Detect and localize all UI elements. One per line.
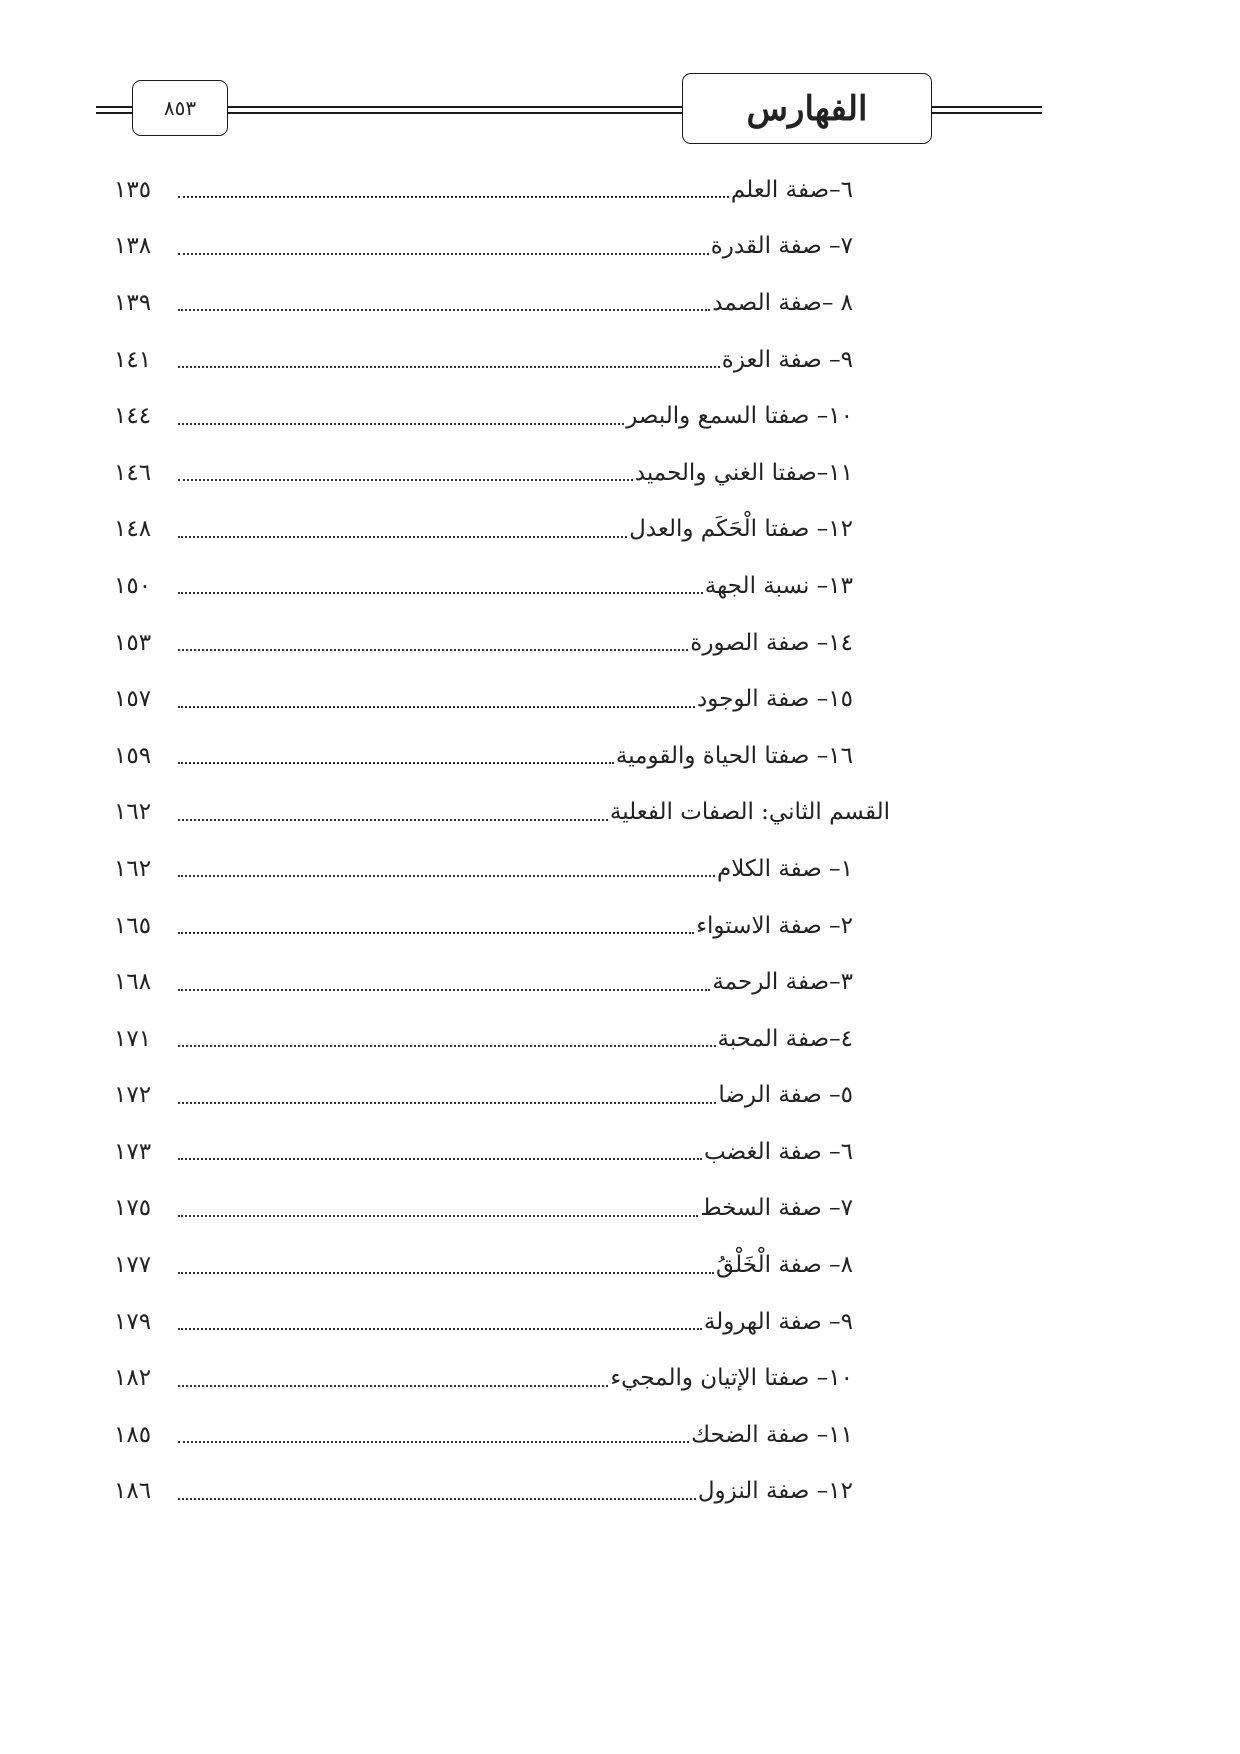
- toc-entry: [108, 1181, 898, 1238]
- toc-entry-title: ٨– صفة الْخَلْقُ: [715, 1252, 853, 1279]
- dot-leader: [178, 1215, 698, 1217]
- toc-entry-page: ١٥٣: [114, 629, 152, 656]
- dot-leader: [178, 592, 703, 594]
- page-title: الفهارس: [746, 88, 868, 129]
- dot-leader: [178, 762, 614, 764]
- toc-entry-page: ١٦٥: [114, 912, 152, 939]
- dot-leader: [178, 536, 627, 538]
- dot-leader: [178, 819, 608, 821]
- toc-entry-title: ٨ –صفة الصمد: [712, 289, 853, 316]
- toc-entry: [108, 502, 898, 559]
- toc-entry-title: ٥– صفة الرضا: [718, 1082, 853, 1109]
- toc-entry-page: ١٨٢: [114, 1365, 152, 1392]
- toc-entry-title: ١٣– نسبة الجهة: [704, 572, 853, 599]
- toc-entry: [108, 445, 898, 502]
- dot-leader: [178, 1272, 714, 1274]
- header-rule-middle-bottom: [226, 112, 684, 114]
- header-rule-right-top: [930, 106, 1042, 108]
- toc-entry-page: ١٤٨: [114, 516, 152, 543]
- toc-entry-title: ١١–صفتا الغني والحميد: [634, 459, 853, 486]
- dot-leader: [178, 875, 715, 877]
- toc-entry-title: ١٢– صفتا الْحَكَم والعدل: [629, 516, 853, 543]
- header-rule-left-bottom: [96, 112, 134, 114]
- table-of-contents: [108, 162, 898, 1520]
- dot-leader: [178, 1441, 689, 1443]
- toc-entry-page: ١٧١: [114, 1025, 152, 1052]
- toc-entry-page: ١٣٨: [114, 233, 152, 260]
- toc-entry-page: ١٧٧: [114, 1252, 152, 1279]
- toc-entry: [108, 615, 898, 672]
- toc-entry: [108, 162, 898, 219]
- toc-entry-title: القسم الثاني: الصفات الفعلية: [609, 799, 890, 826]
- dot-leader: [178, 989, 710, 991]
- toc-entry-page: ١٨٦: [114, 1478, 152, 1505]
- dot-leader: [178, 1385, 608, 1387]
- toc-entry: [108, 1237, 898, 1294]
- toc-entry: [108, 1124, 898, 1181]
- toc-entry-page: ١٦٨: [114, 969, 152, 996]
- dot-leader: [178, 196, 729, 198]
- toc-entry: [108, 954, 898, 1011]
- toc-entry-page: ١٨٥: [114, 1421, 152, 1448]
- toc-entry-title: ١٢– صفة النزول: [697, 1478, 853, 1505]
- toc-entry-title: ١٦– صفتا الحياة والقومية: [615, 742, 853, 769]
- toc-entry-title: ٣–صفة الرحمة: [712, 969, 853, 996]
- page-number-box: [132, 80, 228, 136]
- toc-entry-title: ١٤– صفة الصورة: [690, 629, 853, 656]
- header-rule-right-bottom: [930, 112, 1042, 114]
- toc-entry: [108, 671, 898, 728]
- toc-entry-title: ٦–صفة العلم: [730, 176, 853, 203]
- toc-entry: [108, 1294, 898, 1351]
- header-rule-left-top: [96, 106, 134, 108]
- toc-entry: [108, 558, 898, 615]
- toc-entry-title: ١– صفة الكلام: [716, 855, 853, 882]
- dot-leader: [178, 649, 688, 651]
- toc-entry-page: ١٥٩: [114, 742, 152, 769]
- toc-entry: [108, 1011, 898, 1068]
- toc-entry-title: ٢– صفة الاستواء: [696, 912, 853, 939]
- toc-entry-title: ٧– صفة السخط: [700, 1195, 853, 1222]
- page-title-box: [682, 73, 932, 144]
- dot-leader: [178, 1498, 696, 1500]
- header-rule-middle-top: [226, 106, 684, 108]
- toc-entry-page: ١٣٥: [114, 176, 152, 203]
- toc-entry-page: ١٥٧: [114, 686, 152, 713]
- toc-entry-page: ١٤٦: [114, 459, 152, 486]
- toc-section-heading: [108, 785, 898, 842]
- toc-entry-page: ١٧٥: [114, 1195, 152, 1222]
- dot-leader: [178, 423, 624, 425]
- toc-entry: [108, 841, 898, 898]
- dot-leader: [178, 253, 709, 255]
- toc-entry-page: ١٧٢: [114, 1082, 152, 1109]
- dot-leader: [178, 932, 694, 934]
- dot-leader: [178, 1102, 716, 1104]
- toc-entry-page: ١٦٢: [114, 855, 152, 882]
- toc-entry-title: ٦– صفة الغضب: [703, 1138, 853, 1165]
- toc-entry: [108, 1407, 898, 1464]
- toc-entry: [108, 219, 898, 276]
- toc-entry: [108, 275, 898, 332]
- toc-entry-page: ١٤٤: [114, 403, 152, 430]
- toc-entry: [108, 1350, 898, 1407]
- toc-entry-title: ١١– صفة الضحك: [691, 1421, 853, 1448]
- toc-entry-title: ٩– صفة الهرولة: [703, 1308, 853, 1335]
- toc-entry: [108, 332, 898, 389]
- toc-entry-page: ١٧٣: [114, 1138, 152, 1165]
- page-number: ٨٥٣: [163, 96, 197, 120]
- dot-leader: [178, 1158, 702, 1160]
- dot-leader: [178, 366, 720, 368]
- toc-entry-title: ١٠– صفتا السمع والبصر: [626, 403, 853, 430]
- dot-leader: [178, 706, 695, 708]
- dot-leader: [178, 309, 710, 311]
- toc-entry: [108, 1464, 898, 1521]
- dot-leader: [178, 479, 633, 481]
- toc-entry: [108, 388, 898, 445]
- toc-entry-title: ٧– صفة القدرة: [710, 233, 853, 260]
- toc-entry-title: ٩– صفة العزة: [721, 346, 853, 373]
- toc-entry: [108, 728, 898, 785]
- toc-entry-title: ١٠– صفتا الإتيان والمجيء: [610, 1365, 853, 1392]
- dot-leader: [178, 1328, 702, 1330]
- toc-entry-page: ١٣٩: [114, 289, 152, 316]
- dot-leader: [178, 1045, 716, 1047]
- toc-entry-page: ١٤١: [114, 346, 152, 373]
- toc-entry-page: ١٥٠: [114, 572, 152, 599]
- toc-entry-page: ١٦٢: [114, 799, 152, 826]
- toc-entry-page: ١٧٩: [114, 1308, 152, 1335]
- toc-entry-title: ١٥– صفة الوجود: [697, 686, 853, 713]
- toc-entry: [108, 898, 898, 955]
- toc-entry-title: ٤–صفة المحبة: [717, 1025, 853, 1052]
- toc-entry: [108, 1068, 898, 1125]
